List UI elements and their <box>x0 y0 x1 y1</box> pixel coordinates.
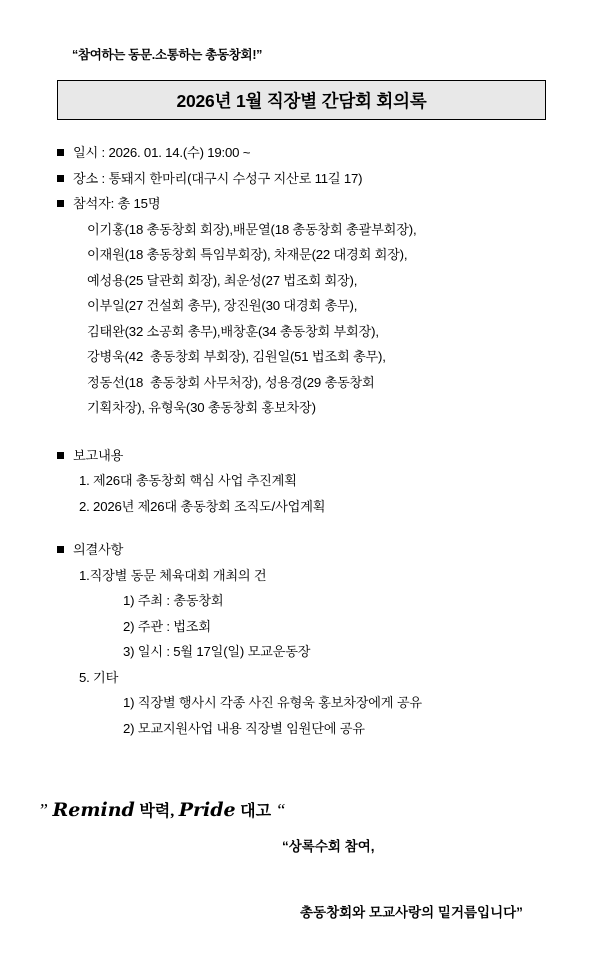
footer-right-line-2: 총동창회와 모교사랑의 밑거름입니다” <box>300 905 523 920</box>
resolution-item-1-subs <box>57 588 557 665</box>
section-resolution-label: 의결사항 <box>73 542 124 557</box>
document-body <box>57 140 557 741</box>
field-place <box>57 166 557 192</box>
field-date <box>57 140 557 166</box>
list-item: 정동선(18 총동창회 사무처장), 성용경(29 총동창회 <box>87 374 375 390</box>
list-item: 기획차장), 유형욱(30 총동창회 홍보차장) <box>87 400 316 415</box>
footer-right-slogan <box>282 792 523 968</box>
square-bullet-icon <box>57 149 64 156</box>
page-title: 2026년 1월 직장별 간담회 회의록 <box>176 90 427 111</box>
footer-quote-close: “ <box>275 800 286 820</box>
list-item: 예성용(25 달관회 회장), 최운성(27 법조회 회장), <box>87 272 358 288</box>
section-report-heading <box>57 443 557 469</box>
list-item: 2) 모교지원사업 내용 직장별 임원단에 공유 <box>123 720 365 736</box>
list-item: 2. 2026년 제26대 총동창회 조직도/사업계획 <box>79 498 326 514</box>
square-bullet-icon <box>57 452 64 459</box>
spacer <box>57 421 557 443</box>
list-item: 2) 주관 : 법조회 <box>123 618 211 634</box>
list-item: 1. 제26대 총동창회 핵심 사업 추진계획 <box>79 473 297 488</box>
square-bullet-icon <box>57 200 64 207</box>
field-attendees-label: 참석자: 총 15명 <box>73 196 161 211</box>
list-item: 3) 일시 : 5월 17일(일) 모교운동장 <box>123 644 311 659</box>
section-resolution-heading <box>57 537 557 563</box>
document-title-box <box>57 80 546 120</box>
resolution-item-1 <box>57 563 557 589</box>
resolution-item-2 <box>57 665 557 691</box>
resolution-item-2-subs <box>57 690 557 741</box>
field-date-label: 일시 : 2026. 01. 14.(수) 19:00 ~ <box>73 145 251 160</box>
list-item: 이기홍(18 총동창회 회장),배문열(18 총동창회 총괄부회장), <box>87 221 417 237</box>
footer-ko-2: 대고 <box>240 803 272 820</box>
field-place-label: 장소 : 통돼지 한마리(대구시 수성구 지산로 11길 17) <box>73 170 363 186</box>
footer-script-pride: Pride <box>178 799 236 821</box>
square-bullet-icon <box>57 546 64 553</box>
top-slogan: “참여하는 동문.소통하는 총동창회!” <box>72 48 263 62</box>
footer-right-line-1: “상록수회 참여, <box>282 839 375 854</box>
spacer <box>57 519 557 537</box>
section-report-label: 보고내용 <box>73 447 124 463</box>
footer-script-remind: Remind <box>52 799 135 821</box>
list-item: 1.직장별 동문 체육대회 개최의 건 <box>79 567 267 583</box>
report-list <box>57 468 557 519</box>
footer-left-slogan <box>38 798 286 821</box>
attendees-list <box>57 217 557 421</box>
list-item: 이재원(18 총동창회 특임부회장), 차재문(22 대경회 회장), <box>87 247 408 262</box>
list-item: 김태완(32 소공회 총무),배창훈(34 총동창회 부회장), <box>87 323 379 339</box>
list-item: 1) 주최 : 총동창회 <box>123 593 224 608</box>
square-bullet-icon <box>57 175 64 182</box>
list-item: 이부일(27 건설회 총무), 장진원(30 대경회 총무), <box>87 298 358 313</box>
footer-quote-open: ” <box>38 800 49 820</box>
field-attendees <box>57 191 557 217</box>
footer-ko-1: 박력, <box>139 803 175 820</box>
list-item: 1) 직장별 행사시 각종 사진 유형욱 홍보차장에게 공유 <box>123 695 422 710</box>
list-item: 5. 기타 <box>79 669 119 685</box>
list-item: 강병욱(42 총동창회 부회장), 김원일(51 법조회 총무), <box>87 349 386 364</box>
